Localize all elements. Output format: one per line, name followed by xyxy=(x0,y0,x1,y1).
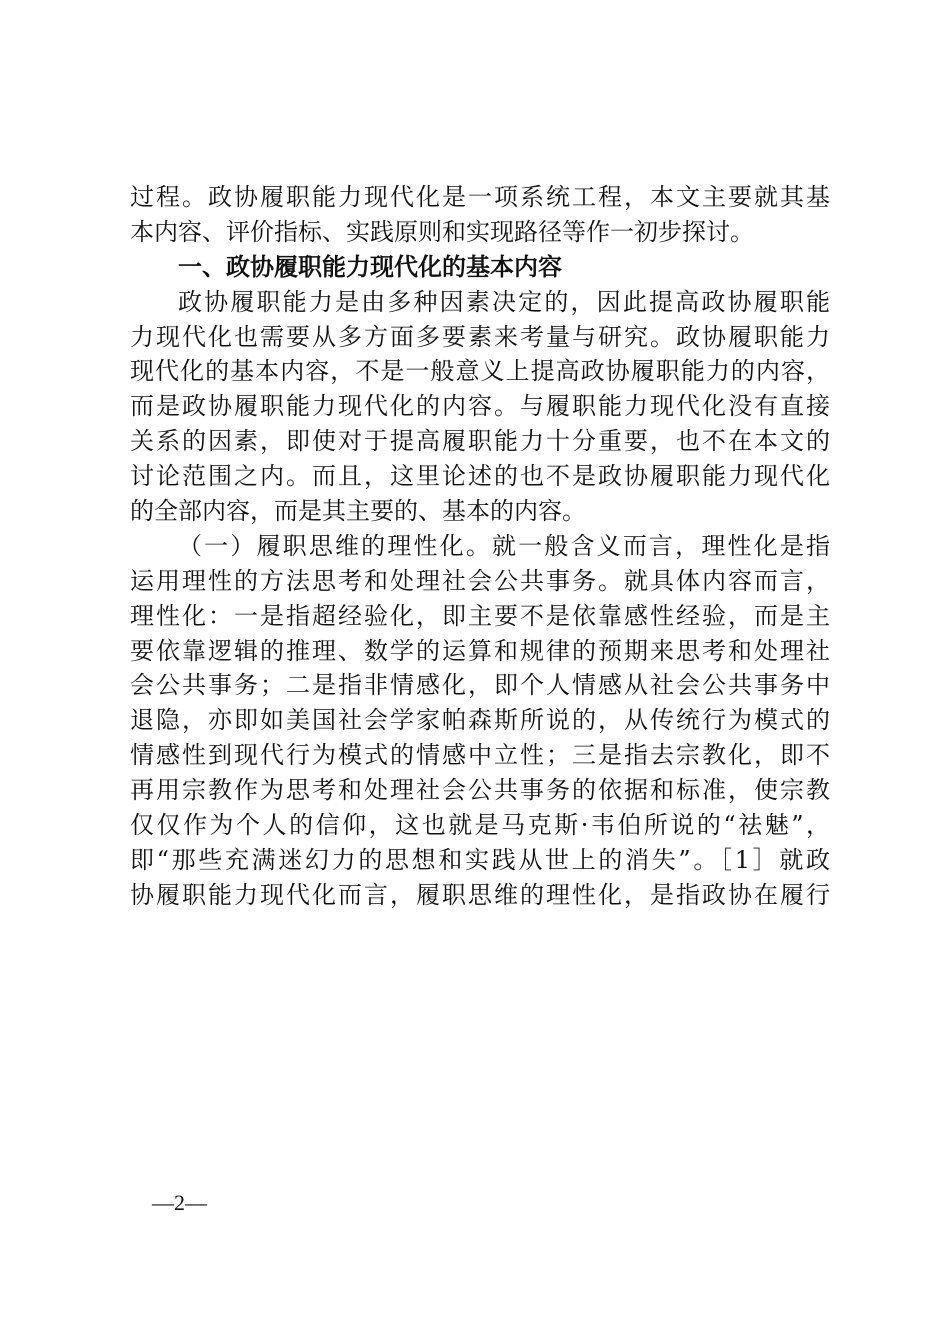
text-line: 力现代化也需要从多方面多要素来考量与研究。政协履职能力 xyxy=(130,322,830,351)
text-line: 而是政协履职能力现代化的内容。与履职能力现代化没有直接 xyxy=(130,392,830,421)
subsection-heading: （一）履职思维的理性化 xyxy=(178,531,466,560)
text-line: 退隐，亦即如美国社会学家帕森斯所说的，从传统行为模式的 xyxy=(130,706,830,735)
text-line: 的全部内容，而是其主要的、基本的内容。 xyxy=(130,497,586,526)
text-line: 理性化：一是指超经验化，即主要不是依靠感性经验，而是主 xyxy=(130,601,830,630)
text-line xyxy=(130,529,830,564)
text-line: 过程。政协履职能力现代化是一项系统工程，本文主要就其基 xyxy=(130,183,830,211)
text-line: 要依靠逻辑的推理、数学的运算和规律的预期来思考和处理社 xyxy=(130,636,830,665)
text-line: 即“那些充满迷幻力的思想和实践从世上的消失”。［1］就政 xyxy=(130,845,830,874)
text-line: 现代化的基本内容，不是一般意义上提高政协履职能力的内容， xyxy=(130,357,830,386)
text-line: 运用理性的方法思考和处理社会公共事务。就具体内容而言， xyxy=(130,566,830,595)
section-heading: 一、政协履职能力现代化的基本内容 xyxy=(178,252,562,281)
text-line: 会公共事务；二是指非情感化，即个人情感从社会公共事务中 xyxy=(130,671,830,700)
body-text xyxy=(130,180,830,913)
page-number: —2— xyxy=(152,1190,207,1215)
text-line: 关系的因素，即使对于提高履职能力十分重要，也不在本文的 xyxy=(130,427,830,456)
text-line: 协履职能力现代化而言，履职思维的理性化，是指政协在履行 xyxy=(130,880,830,909)
text-line: 再用宗教作为思考和处理社会公共事务的依据和标准，使宗教 xyxy=(130,776,830,805)
text-line: 情感性到现代行为模式的情感中立性；三是指去宗教化，即不 xyxy=(130,741,830,770)
text-line: 讨论范围之内。而且，这里论述的也不是政协履职能力现代化 xyxy=(130,462,830,491)
text-line: 政协履职能力是由多种因素决定的，因此提高政协履职能 xyxy=(178,287,830,316)
text-line: 本内容、评价指标、实践原则和实现路径等作一初步探讨。 xyxy=(130,217,754,246)
text-run: 。就一般含义而言，理性化是指 xyxy=(465,531,831,560)
text-line: 仅仅作为个人的信仰，这也就是马克斯·韦伯所说的“祛魅”， xyxy=(130,811,830,840)
